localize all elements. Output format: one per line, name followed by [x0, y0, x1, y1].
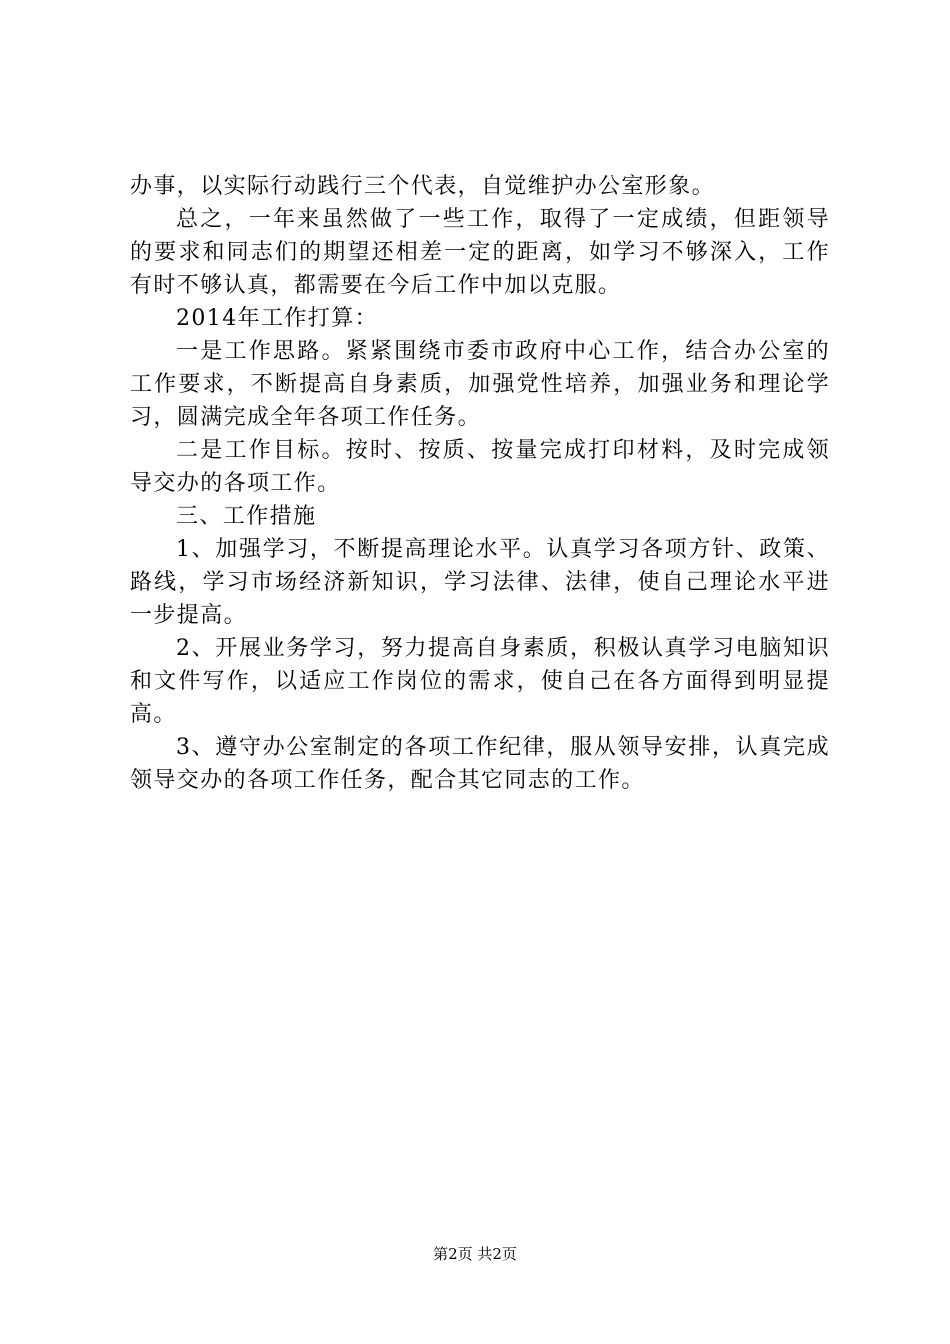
list-item-measure-1: 1、加强学习，不断提高理论水平。认真学习各项方针、政策、路线，学习市场经济新知识，学习法律、法律，使自己理论水平进一步提高。: [130, 537, 830, 628]
paragraph-work-approach: 一是工作思路。紧紧围绕市委市政府中心工作，结合办公室的工作要求，不断提高自身素质，加强党性培养，加强业务和理论学习，圆满完成全年各项工作任务。: [130, 339, 830, 430]
list-item-measure-3: 3、遵守办公室制定的各项工作纪律，服从领导安排，认真完成领导交办的各项工作任务，配合其它同志的工作。: [130, 735, 830, 793]
paragraph-summary: 总之，一年来虽然做了一些工作，取得了一定成绩，但距领导的要求和同志们的期望还相差一定的距离，如学习不够深入，工作有时不够认真，都需要在今后工作中加以克服。: [130, 207, 830, 298]
section-heading-measures: 三、工作措施: [176, 504, 317, 529]
section-heading-plan: 2014年工作打算：: [176, 306, 378, 331]
page-footer: [0, 1243, 950, 1265]
document-body: [130, 170, 830, 797]
page-number-label: 第2页 共2页: [433, 1245, 517, 1263]
list-item-measure-2: 2、开展业务学习，努力提高自身素质，积极认真学习电脑知识和文件写作，以适应工作岗位的需求，使自己在各方面得到明显提高。: [130, 636, 830, 727]
paragraph-work-goal: 二是工作目标。按时、按质、按量完成打印材料，及时完成领导交办的各项工作。: [130, 438, 830, 496]
paragraph-continuation: 办事，以实际行动践行三个代表，自觉维护办公室形象。: [130, 174, 716, 199]
